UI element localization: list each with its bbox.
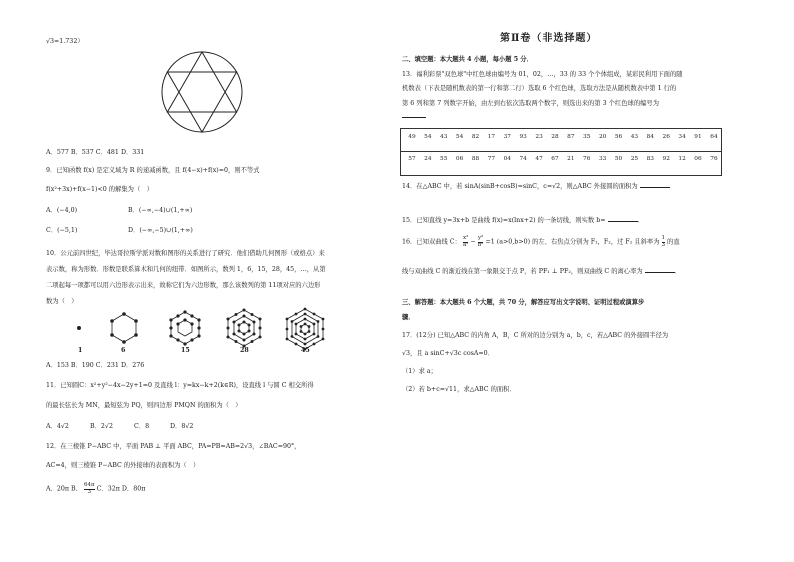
random-table-cell: 43 — [440, 133, 448, 140]
section3-heading-line1: 三、解答题：本大题共 6 个大题，共 70 分，解答应写出文字说明、证明过程或演算步 — [402, 299, 645, 306]
random-table-cell: 54 — [455, 133, 464, 140]
random-table-cell: 93 — [519, 133, 527, 140]
q17-line1: 17．(12分) 已知△ABC 的内角 A，B，C 所对的边分别为 a，b，c，若△ABC 的外接圆半径为 — [402, 332, 669, 339]
random-table-grid — [404, 132, 722, 165]
q12-option-b-numerator: 64π — [83, 482, 95, 488]
q16-line2-text: 线与双曲线 C 的渐近线在第一象限交于点 P，若 PF₁ ⊥ PF₂，则双曲线 C 的离心率为 — [402, 268, 643, 275]
random-table-cell: 26 — [662, 133, 670, 140]
random-table-cell: 49 — [408, 133, 416, 140]
q14-answer-blank — [640, 181, 670, 188]
random-table-cell: 50 — [614, 155, 623, 162]
q12-option-b-fraction — [84, 483, 95, 495]
q13-line2: 机数表（下表是随机数表的第一行和第二行）选取 6 个红色球，选取方法是从随机数表中第 1 行的 — [402, 85, 677, 92]
hexagon-28 — [224, 308, 264, 348]
star-of-david-in-circle-figure — [158, 48, 246, 136]
random-table-cell: 06 — [694, 155, 702, 162]
random-table-cell: 04 — [503, 155, 511, 162]
q8-options: A．577 B．537 C．481 D．331 — [46, 149, 145, 156]
random-table-cell: 06 — [455, 155, 464, 162]
q12-line1: 12．在三棱锥 P−ABC 中，平面 PAB ⊥ 平面 ABC，PA=PB=AB=2√3，∠BAC=90°， — [46, 443, 301, 450]
hexagon-45 — [283, 307, 327, 351]
random-table-cell: 92 — [662, 155, 670, 162]
random-table-cell: 67 — [551, 155, 559, 162]
hexagon-6 — [108, 312, 140, 344]
random-table-cell: 87 — [567, 133, 575, 140]
random-table-cell: 88 — [471, 155, 480, 162]
q16-slope-denominator: 3 — [661, 241, 666, 248]
q15: 15．已知直线 y=3x+b 是曲线 f(x)=x(lnx+2) 的一条切线，则实数 b= ． — [402, 217, 644, 224]
random-table-cell: 77 — [487, 155, 496, 162]
random-table-cell: 23 — [535, 133, 543, 140]
random-table-cell: 57 — [408, 155, 416, 162]
q16-line1: 16．已知双曲线 C： $\frac{\text{x²}}{\text{a²}}$ − $\frac{\text{y²}}{\text{b²}}$ =1 (a>0,b>0) 的左、右焦点分别为 F₁，F₂，过 F₂ 且斜率为 $\frac{1}{3}$ 的直 — [402, 235, 680, 248]
q12-options — [46, 483, 145, 495]
random-table-cell: 12 — [678, 155, 686, 162]
q17-line2: √3，且 a sinC+√3c cosA=0． — [402, 350, 494, 357]
random-number-table — [404, 132, 722, 165]
random-table-cell: 33 — [598, 155, 607, 162]
q9-line1: 9．已知函数 f(x) 是定义域为 R 的递减函数，且 f(4−x)+f(x)=0，则不等式 — [46, 167, 260, 174]
q9-option-d: D．(−∞,−5)∪(1,+∞) — [128, 227, 193, 234]
random-table-cell: 83 — [646, 155, 654, 162]
hex-dot — [77, 326, 81, 330]
q16-line2: 线与双曲线 C 的渐近线在第一象限交于点 P，若 PF₁ ⊥ PF₂，则双曲线 C 的离心率为 ． — [402, 268, 681, 275]
q12-option-b-denominator: 3 — [87, 488, 92, 495]
q12-option-cd: C．32π D．80π — [96, 485, 146, 493]
random-table-cell: 82 — [471, 133, 480, 140]
random-table-cell: 54 — [424, 133, 432, 140]
q16-middle: (a>0,b>0) 的左、右焦点分别为 F₁，F₂，过 F₂ 且斜率为 — [496, 238, 660, 246]
random-table-cell: 24 — [424, 155, 432, 162]
q10-line4: 数为（ ） — [46, 298, 78, 305]
random-table-row — [404, 132, 722, 143]
q15-text: 15．已知直线 y=3x+b 是曲线 f(x)=x(lnx+2) 的一条切线，则实数 b= — [402, 217, 606, 224]
random-table-cell: 55 — [440, 155, 448, 162]
q16-prefix: 16．已知双曲线 C： — [402, 238, 461, 246]
q12-option-a: A．20π — [46, 485, 69, 493]
q12-line2: AC=4，则三棱锥 P−ABC 的外接球的表面积为（ ） — [46, 462, 200, 469]
q11-option-d: D．8√2 — [170, 423, 194, 430]
random-table-cell: 17 — [487, 133, 496, 140]
section3-heading-line2: 骤． — [402, 314, 415, 321]
hyperbola-y-term: $\frac{\text{y²}}{\text{b²}}$ — [477, 235, 484, 248]
q11-line2: 的最长弦长为 MN，最短弦为 PQ，则四边形 PMQN 的面积为（ ） — [46, 402, 242, 409]
random-table-cell: 37 — [503, 133, 511, 140]
random-table-cell: 21 — [567, 155, 575, 162]
part-title: 第Ⅱ卷（非选择题） — [500, 33, 598, 44]
q11-option-c: C．8 — [134, 423, 150, 430]
q8-tail: √3≈1.732） — [46, 38, 84, 45]
hex-label-28: 28 — [240, 347, 249, 354]
random-table-cell: 43 — [630, 133, 639, 140]
random-table-cell: 35 — [583, 133, 591, 140]
random-table-cell: 76 — [710, 155, 718, 162]
q9-option-c: C．(−5,1) — [46, 227, 78, 234]
section2-heading: 二、填空题：本大题共 4 小题，每小题 5 分． — [402, 56, 533, 63]
q16-slope-fraction — [662, 236, 666, 248]
hyperbola-x-term: $\frac{\text{x²}}{\text{a²}}$ — [462, 235, 469, 248]
random-table-cell: 91 — [694, 133, 702, 140]
random-table-cell: 64 — [710, 133, 718, 140]
q16-answer-blank — [645, 266, 675, 273]
q10-line1: 10．公元前四世纪，毕达哥拉斯学派对数和图形的关系进行了研究．他们借助几何图形（或格点）来 — [46, 250, 325, 257]
hex-label-15: 15 — [181, 347, 190, 354]
q13-answer-blank — [402, 111, 426, 121]
q10-line3: 二项起每一项都可以用六边形表示出来，故称它们为六边形数，那么该数列的第 11项对应的六边形 — [46, 282, 321, 289]
q11-option-b: B．2√2 — [90, 423, 113, 430]
random-table-row — [404, 143, 722, 165]
q10-options: A．153 B．190 C．231 D．276 — [46, 362, 145, 369]
q9-line2: f(x²+3x)+f(x−1)<0 的解集为（ ） — [46, 186, 153, 193]
q14-text: 14．在△ABC 中，若 sinA(sinB+cosB)=sinC，c=√2，则△ABC 外接圆的面积为 — [402, 183, 638, 190]
q17-part1: （1）求 a； — [402, 368, 437, 375]
q14 — [402, 181, 670, 191]
hex-label-45: 45 — [301, 347, 310, 354]
random-table-cell: 84 — [646, 133, 654, 140]
q17-part2: （2）若 b+c=√11，求△ABC 的面积． — [402, 386, 516, 393]
hexagon-15 — [167, 310, 203, 346]
q10-line2: 表示数，称为形数．形数是联系算术和几何的纽带．如图所示，数列 1，6，15，28，45，…，从第 — [46, 266, 326, 273]
random-table-cell: 28 — [551, 133, 559, 140]
random-table-cell: 74 — [519, 155, 527, 162]
random-table-cell: 20 — [598, 133, 607, 140]
q9-option-b: B．(−∞,−4)∪(1,+∞) — [128, 207, 193, 214]
random-table-cell: 56 — [614, 133, 623, 140]
q11-option-a: A．4√2 — [46, 423, 69, 430]
q15-answer-blank — [608, 215, 638, 222]
q16-slope-numerator: 1 — [661, 235, 666, 241]
random-table-cell: 34 — [678, 133, 686, 140]
q12-option-b-label: B． — [71, 485, 82, 493]
random-table-cell: 47 — [535, 155, 543, 162]
q13-line3: 第 6 列和第 7 列数字开始，由左到右依次选取两个数字，则选出来的第 3 个红色球的编号为 — [402, 100, 660, 107]
random-table-cell: 76 — [583, 155, 591, 162]
hex-label-6: 6 — [121, 347, 126, 354]
q13-line1: 13．福利彩票"双色球"中红色球由编号为 01，02，…，33 的 33 个个体组成，某彩民利用下面的随 — [402, 71, 683, 78]
q9-option-a: A．(−4,0) — [46, 207, 78, 214]
hexagonal-numbers-figure — [46, 308, 376, 358]
hex-label-1: 1 — [78, 347, 83, 354]
random-table-cell: 25 — [630, 155, 639, 162]
q16-suffix: 的直 — [667, 238, 680, 246]
q11-line1: 11．已知圆C：x²+y²−4x−2y+1=0 及直线 l：y=kx−k+2(k∈R)，设直线 l 与圆 C 相交所得 — [46, 382, 314, 389]
